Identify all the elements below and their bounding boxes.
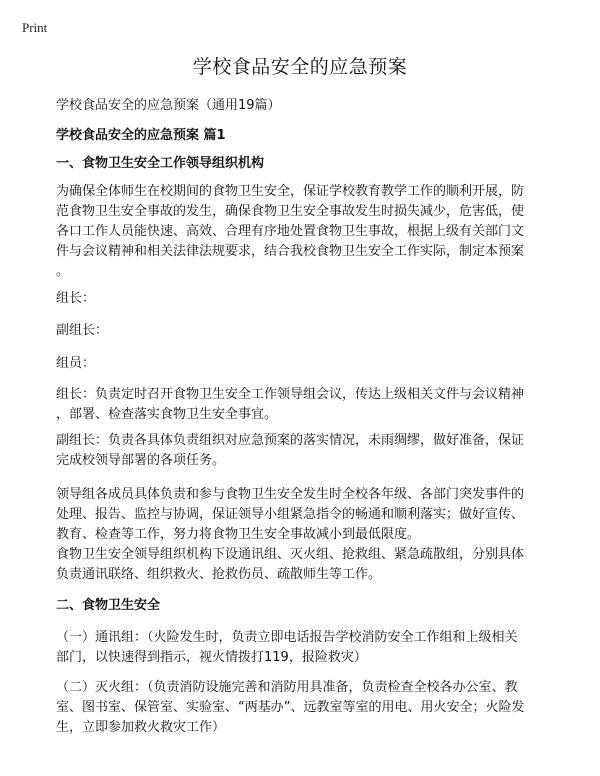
- paragraph-line: 为确保全体师生在校期间的食物卫生安全，保证学校教育教学工作的顺利开展，防: [56, 184, 525, 199]
- communication-group-paragraph: [56, 628, 556, 668]
- structure-paragraph: [56, 545, 556, 585]
- paragraph-line: 生，立即参加救火救灾工作）: [56, 720, 226, 735]
- member-duty-paragraph: [56, 485, 556, 545]
- member-label: 组员：: [56, 356, 96, 371]
- paragraph-line: （二）灭火组：（负责消防设施完善和消防用具准备，负责检查全校各办公室、教: [56, 680, 518, 695]
- leader-duty-paragraph: [56, 385, 556, 425]
- section-heading-2: 二、食物卫生安全: [56, 598, 161, 613]
- leader-label: 组长：: [56, 291, 96, 306]
- document-subtitle: 学校食品安全的应急预案（通用19篇）: [56, 98, 281, 113]
- paragraph-line: 部门，以快速得到指示，视火情拨打119，报险救灾）: [56, 650, 367, 665]
- document-title: 学校食品安全的应急预案: [192, 56, 408, 78]
- section-heading-1: 一、食物卫生安全工作领导组织机构: [56, 156, 265, 171]
- paragraph-line: 各口工作人员能快速、高效、合理有序地处置食物卫生事故，根据上级有关部门文: [56, 224, 525, 239]
- print-link[interactable]: Print: [22, 20, 48, 35]
- paragraph-line: 组长：负责定时召开食物卫生安全工作领导组会议，传达上级相关文件与会议精神: [56, 387, 525, 402]
- paragraph-line: 。: [56, 264, 70, 279]
- paragraph-line: 食物卫生安全领导组织机构下设通讯组、灭火组、抢救组、紧急疏散组，分别具体: [56, 547, 525, 562]
- paragraph-line: 教育、检查等工作，努力将食物卫生安全事故减小到最低限度。: [56, 527, 421, 542]
- intro-paragraph: [56, 182, 556, 282]
- paragraph-line: 件与会议精神和相关法律法规要求，结合我校食物卫生安全工作实际，制定本预案: [56, 244, 525, 259]
- paragraph-line: 室、图书室、保管室、实验室、“两基办”、远教室等室的用电、用火安全；火险发: [56, 700, 525, 715]
- paragraph-line: 领导组各成员具体负责和参与食物卫生安全发生时全校各年级、各部门突发事件的: [56, 487, 525, 502]
- paragraph-line: 负责通讯联络、组织救火、抢救伤员、疏散师生等工作。: [56, 567, 382, 582]
- paragraph-line: 处理、报告、监控与协调，保证领导小组紧急指令的畅通和顺利落实；做好宣传、: [56, 507, 525, 522]
- fire-group-paragraph: [56, 678, 556, 738]
- paragraph-line: （一）通讯组：（火险发生时，负责立即电话报告学校消防安全工作组和上级相关: [56, 630, 518, 645]
- article-title: 学校食品安全的应急预案 篇1: [56, 128, 226, 143]
- paragraph-line: 副组长：负责各具体负责组织对应急预案的落实情况，未雨绸缪，做好准备，保证: [56, 433, 525, 448]
- deputy-leader-label: 副组长：: [56, 323, 109, 338]
- paragraph-line: 范食物卫生安全事故的发生，确保食物卫生安全事故发生时损失减少，危害低，使: [56, 204, 525, 219]
- paragraph-line: 完成校领导部署的各项任务。: [56, 453, 226, 468]
- deputy-duty-paragraph: [56, 431, 556, 471]
- paragraph-line: ，部署、检查落实食物卫生安全事宜。: [56, 407, 278, 422]
